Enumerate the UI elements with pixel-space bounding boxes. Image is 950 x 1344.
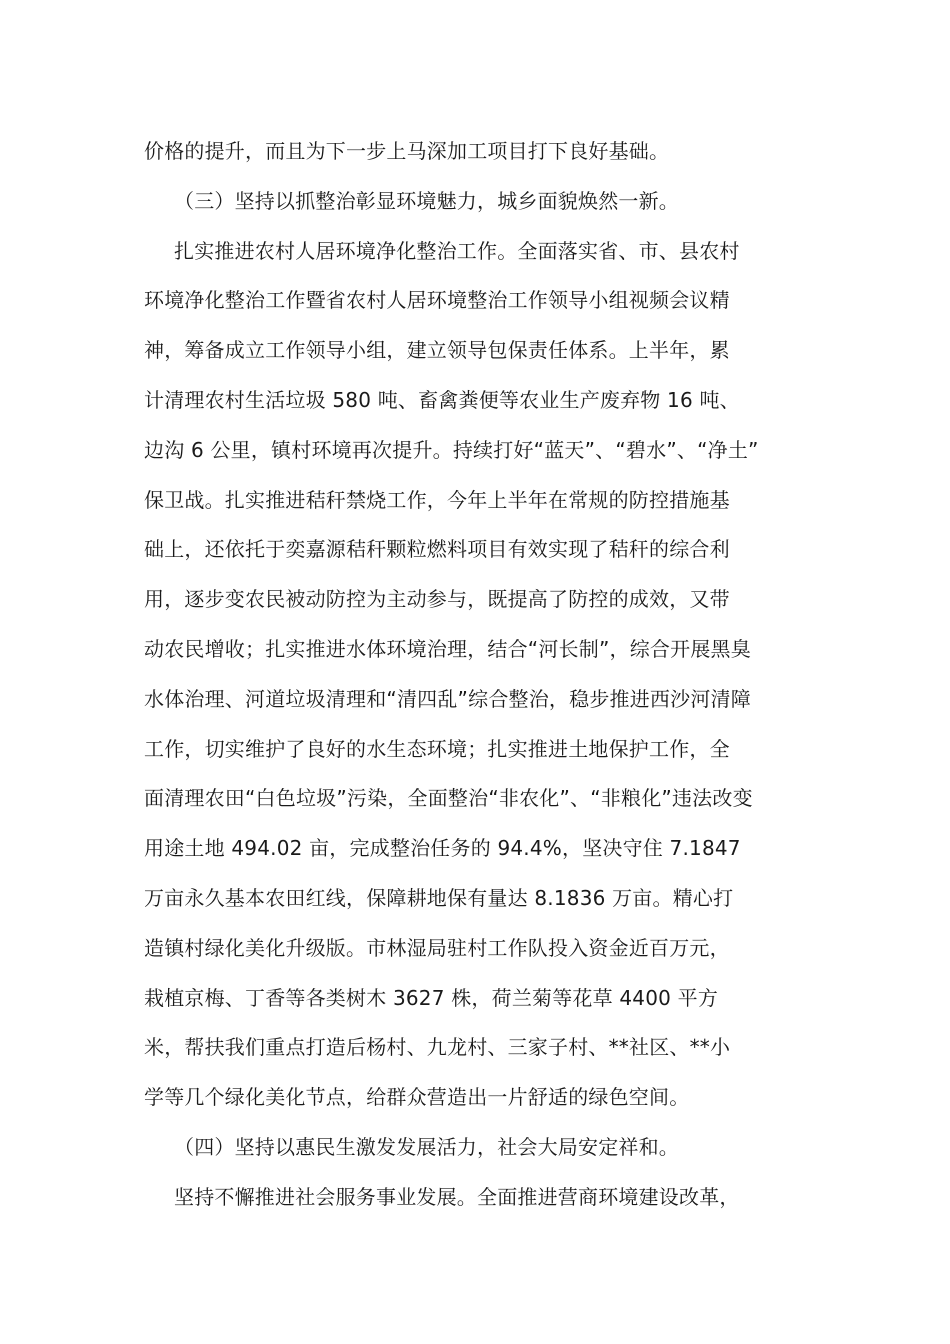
paragraph-line: 扎实推进农村人居环境净化整治工作。全面落实省、市、县农村 [174, 238, 740, 263]
paragraph-line: 动农民增收；扎实推进水体环境治理，结合“河长制”，综合开展黑臭 [144, 636, 751, 661]
paragraph-line: 学等几个绿化美化节点，给群众营造出一片舒适的绿色空间。 [144, 1085, 690, 1110]
paragraph-line: 础上，还依托于奕嘉源秸秆颗粒燃料项目有效实现了秸秆的综合利 [144, 537, 730, 562]
paragraph-line: 神，筹备成立工作领导小组，建立领导包保责任体系。上半年，累 [144, 338, 730, 363]
paragraph-line: 水体治理、河道垃圾清理和“清四乱”综合整治，稳步推进西沙河清障 [144, 686, 751, 711]
paragraph-line: 边沟 6 公里，镇村环境再次提升。持续打好“蓝天”、“碧水”、“净土” [144, 437, 759, 462]
paragraph-line: 栽植京梅、丁香等各类树木 3627 株，荷兰菊等花草 4400 平方 [144, 985, 719, 1010]
paragraph-line: 环境净化整治工作暨省农村人居环境整治工作领导小组视频会议精 [144, 288, 730, 313]
paragraph-line: 保卫战。扎实推进秸秆禁烧工作，今年上半年在常规的防控措施基 [144, 487, 730, 512]
paragraph-line: 用，逐步变农民被动防控为主动参与，既提高了防控的成效，又带 [144, 587, 730, 612]
body-text [144, 127, 814, 1223]
paragraph-line: 造镇村绿化美化升级版。市林湿局驻村工作队投入资金近百万元， [144, 935, 730, 960]
paragraph-line: 面清理农田“白色垃圾”污染，全面整治“非农化”、“非粮化”违法改变 [144, 786, 753, 811]
paragraph-line: 万亩永久基本农田红线，保障耕地保有量达 8.1836 万亩。精心打 [144, 885, 734, 910]
paragraph-line: 价格的提升，而且为下一步上马深加工项目打下良好基础。 [144, 139, 670, 163]
paragraph-line: 米，帮扶我们重点打造后杨村、九龙村、三家子村、**社区、**小 [144, 1035, 731, 1060]
paragraph-line: 工作，切实维护了良好的水生态环境；扎实推进土地保护工作，全 [144, 736, 730, 761]
paragraph-line: 用途土地 494.02 亩，完成整治任务的 94.4%，坚决守住 7.1847 [144, 836, 741, 861]
paragraph-line: 计清理农村生活垃圾 580 吨、畜禽粪便等农业生产废弃物 16 吨、 [144, 387, 740, 412]
section-heading-three: （三）坚持以抓整治彰显环境魅力，城乡面貌焕然一新。 [174, 188, 679, 213]
section-heading-four: （四）坚持以惠民生激发发展活力，社会大局安定祥和。 [174, 1134, 679, 1159]
paragraph-line: 坚持不懈推进社会服务事业发展。全面推进营商环境建设改革， [174, 1184, 740, 1209]
